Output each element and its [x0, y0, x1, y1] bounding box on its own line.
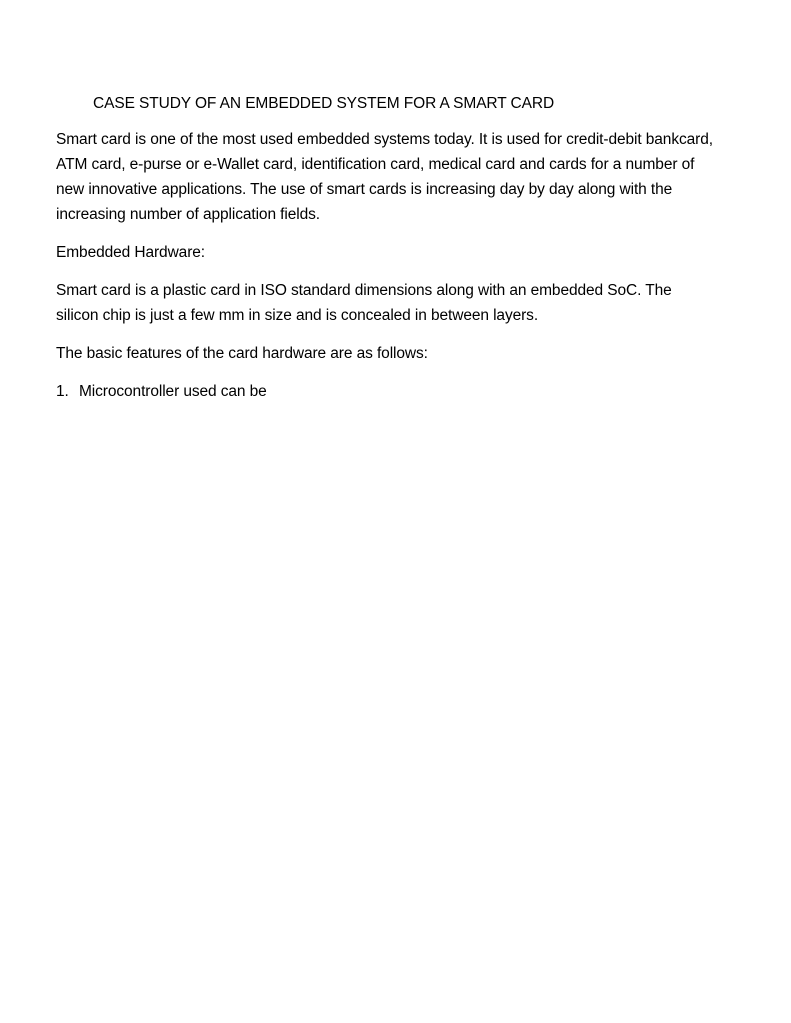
list-item-number: 1.	[56, 383, 69, 400]
section-heading: Embedded Hardware:	[56, 244, 205, 261]
list-item	[56, 379, 716, 404]
features-list	[56, 379, 716, 404]
document-body	[56, 94, 716, 404]
hardware-paragraph: Smart card is a plastic card in ISO standard dimensions along with an embedded SoC. The silicon chip is just a few mm in size and is concealed in between layers.	[56, 282, 672, 324]
list-item-text: Microcontroller used can be	[79, 383, 267, 400]
document-title: CASE STUDY OF AN EMBEDDED SYSTEM FOR A SMART CARD	[93, 95, 555, 112]
features-intro: The basic features of the card hardware are as follows:	[56, 345, 428, 362]
intro-paragraph: Smart card is one of the most used embedded systems today. It is used for credit-debit bankcard, ATM card, e-purse or e-Wallet card, identification card, medical card and cards for a number of new innovative applications. The use of smart cards is increasing day by day along with the increasing number of application fields.	[56, 131, 713, 223]
